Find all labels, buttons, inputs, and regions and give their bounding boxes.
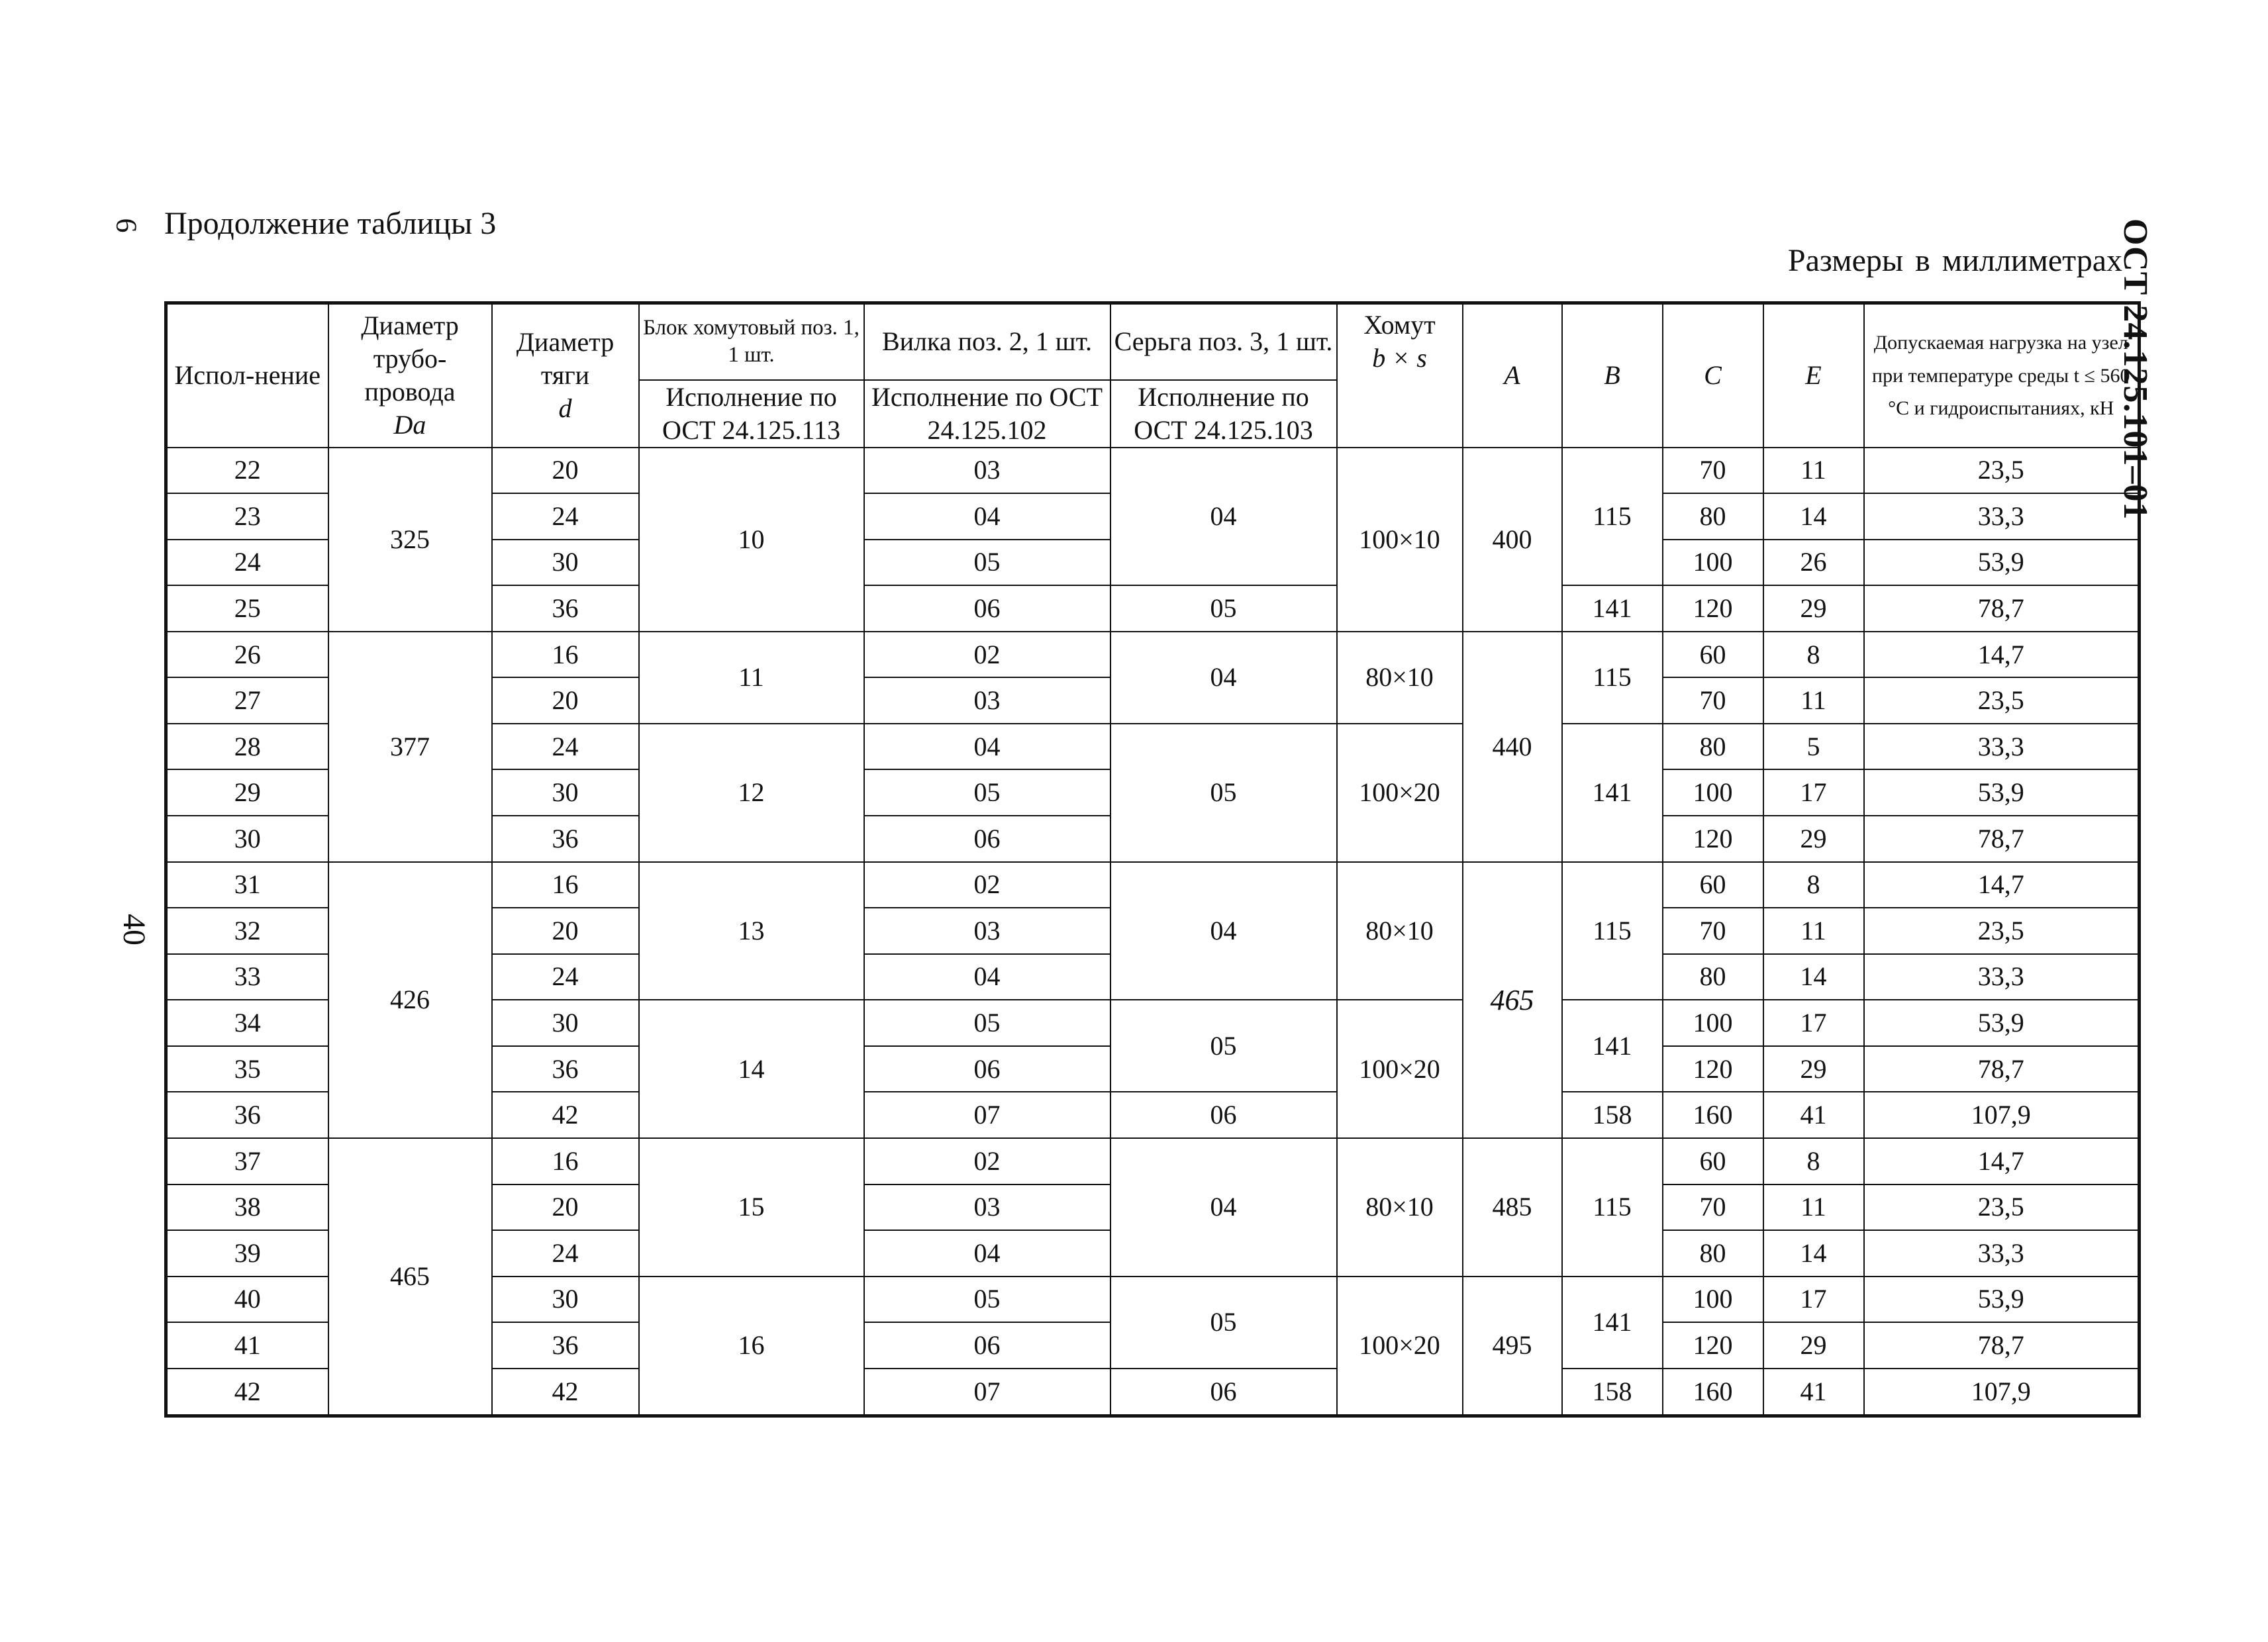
cell-rod-diameter: 20 (492, 677, 639, 724)
cell-earring: 05 (1110, 585, 1337, 632)
header-earring: Серьга поз. 3, 1 шт. (1110, 303, 1337, 380)
cell-rod-diameter: 36 (492, 1046, 639, 1092)
cell-rod-diameter: 16 (492, 1138, 639, 1184)
cell-C: 120 (1663, 816, 1763, 862)
cell-pipe-diameter: 377 (328, 632, 492, 862)
cell-load: 33,3 (1864, 493, 2140, 540)
cell-C: 80 (1663, 1230, 1763, 1277)
header-E: E (1763, 303, 1864, 448)
cell-clamp-size: 80×10 (1337, 1138, 1463, 1277)
cell-B: 158 (1562, 1092, 1663, 1138)
cell-rod-diameter: 42 (492, 1092, 639, 1138)
cell-isp: 23 (166, 493, 328, 540)
cell-fork: 04 (864, 954, 1110, 1000)
cell-C: 60 (1663, 862, 1763, 908)
units-note: Размеры в миллиметрах (1787, 243, 2122, 278)
cell-B: 141 (1562, 724, 1663, 862)
cell-load: 14,7 (1864, 1138, 2140, 1184)
cell-fork: 06 (864, 1046, 1110, 1092)
cell-E: 14 (1763, 493, 1864, 540)
cell-load: 53,9 (1864, 1000, 2140, 1046)
cell-fork: 03 (864, 908, 1110, 954)
cell-A-handwritten: 465 (1463, 862, 1562, 1138)
cell-rod-diameter: 24 (492, 954, 639, 1000)
cell-E: 29 (1763, 1046, 1864, 1092)
cell-isp: 36 (166, 1092, 328, 1138)
header-allowable-load: Допускаемая нагрузка на узел при температуре среды t ≤ 560 °C и гидроиспытаниях, кН (1864, 303, 2140, 448)
cell-fork: 03 (864, 677, 1110, 724)
cell-clamp-block: 13 (639, 862, 864, 1000)
cell-isp: 28 (166, 724, 328, 770)
cell-C: 70 (1663, 677, 1763, 724)
cell-fork: 07 (864, 1369, 1110, 1416)
cell-E: 29 (1763, 585, 1864, 632)
side-page-number: 40 (117, 914, 152, 945)
cell-clamp-block: 14 (639, 1000, 864, 1138)
cell-C: 160 (1663, 1092, 1763, 1138)
cell-clamp-block: 16 (639, 1277, 864, 1416)
cell-load: 33,3 (1864, 724, 2140, 770)
cell-isp: 38 (166, 1184, 328, 1231)
header-fork: Вилка поз. 2, 1 шт. (864, 303, 1110, 380)
header-rod-diameter: Диаметр тяги d (492, 303, 639, 448)
cell-C: 160 (1663, 1369, 1763, 1416)
cell-B: 158 (1562, 1369, 1663, 1416)
cell-clamp-block: 15 (639, 1138, 864, 1277)
cell-E: 41 (1763, 1092, 1864, 1138)
cell-E: 26 (1763, 540, 1864, 586)
cell-C: 70 (1663, 908, 1763, 954)
cell-fork: 02 (864, 862, 1110, 908)
cell-load: 53,9 (1864, 540, 2140, 586)
cell-A: 485 (1463, 1138, 1562, 1277)
cell-earring: 04 (1110, 632, 1337, 724)
cell-rod-diameter: 30 (492, 769, 639, 816)
cell-E: 11 (1763, 448, 1864, 494)
cell-fork: 03 (864, 448, 1110, 494)
cell-E: 11 (1763, 908, 1864, 954)
cell-C: 100 (1663, 1000, 1763, 1046)
cell-isp: 33 (166, 954, 328, 1000)
cell-rod-diameter: 36 (492, 585, 639, 632)
cell-B: 141 (1562, 1000, 1663, 1092)
cell-load: 33,3 (1864, 1230, 2140, 1277)
cell-rod-diameter: 36 (492, 816, 639, 862)
header-earring-standard: Исполнение по ОСТ 24.125.103 (1110, 380, 1337, 448)
cell-clamp-size: 100×20 (1337, 1000, 1463, 1138)
cell-A: 495 (1463, 1277, 1562, 1416)
cell-E: 14 (1763, 1230, 1864, 1277)
cell-isp: 25 (166, 585, 328, 632)
cell-E: 8 (1763, 862, 1864, 908)
cell-C: 80 (1663, 724, 1763, 770)
cell-clamp-size: 100×20 (1337, 1277, 1463, 1416)
cell-A: 440 (1463, 632, 1562, 862)
cell-E: 5 (1763, 724, 1864, 770)
cell-rod-diameter: 24 (492, 493, 639, 540)
cell-E: 14 (1763, 954, 1864, 1000)
cell-fork: 05 (864, 540, 1110, 586)
cell-B: 141 (1562, 585, 1663, 632)
cell-isp: 35 (166, 1046, 328, 1092)
cell-E: 17 (1763, 1277, 1864, 1323)
cell-C: 120 (1663, 585, 1763, 632)
cell-earring: 04 (1110, 448, 1337, 586)
cell-isp: 37 (166, 1138, 328, 1184)
cell-E: 8 (1763, 632, 1864, 678)
cell-C: 70 (1663, 1184, 1763, 1231)
header-clamp: Хомут b × s (1337, 303, 1463, 448)
cell-load: 53,9 (1864, 769, 2140, 816)
cell-isp: 31 (166, 862, 328, 908)
cell-B: 141 (1562, 1277, 1663, 1369)
cell-rod-diameter: 20 (492, 1184, 639, 1231)
cell-B: 115 (1562, 448, 1663, 586)
cell-earring: 05 (1110, 724, 1337, 862)
cell-clamp-size: 100×10 (1337, 448, 1463, 632)
cell-isp: 32 (166, 908, 328, 954)
header-clamp-block-standard: Исполнение по ОСТ 24.125.113 (639, 380, 864, 448)
cell-isp: 42 (166, 1369, 328, 1416)
cell-rod-diameter: 30 (492, 1277, 639, 1323)
header-ispolnenie: Испол-нение (166, 303, 328, 448)
cell-C: 60 (1663, 1138, 1763, 1184)
cell-earring: 05 (1110, 1277, 1337, 1369)
cell-load: 14,7 (1864, 862, 2140, 908)
cell-C: 120 (1663, 1046, 1763, 1092)
cell-isp: 22 (166, 448, 328, 494)
cell-fork: 04 (864, 493, 1110, 540)
cell-earring: 05 (1110, 1000, 1337, 1092)
cell-load: 14,7 (1864, 632, 2140, 678)
cell-rod-diameter: 36 (492, 1322, 639, 1369)
cell-rod-diameter: 30 (492, 540, 639, 586)
cell-fork: 04 (864, 724, 1110, 770)
cell-earring: 06 (1110, 1369, 1337, 1416)
cell-C: 60 (1663, 632, 1763, 678)
header-B: B (1562, 303, 1663, 448)
cell-C: 70 (1663, 448, 1763, 494)
cell-C: 120 (1663, 1322, 1763, 1369)
cell-E: 11 (1763, 677, 1864, 724)
cell-C: 100 (1663, 540, 1763, 586)
cell-isp: 39 (166, 1230, 328, 1277)
cell-A: 400 (1463, 448, 1562, 632)
cell-B: 115 (1562, 1138, 1663, 1277)
cell-rod-diameter: 16 (492, 862, 639, 908)
cell-fork: 02 (864, 1138, 1110, 1184)
cell-pipe-diameter: 325 (328, 448, 492, 632)
cell-E: 29 (1763, 816, 1864, 862)
cell-C: 80 (1663, 493, 1763, 540)
header-pipe-diameter: Диаметр трубо-провода Da (328, 303, 492, 448)
cell-E: 8 (1763, 1138, 1864, 1184)
cell-isp: 24 (166, 540, 328, 586)
cell-B: 115 (1562, 862, 1663, 1000)
cell-isp: 27 (166, 677, 328, 724)
cell-pipe-diameter: 465 (328, 1138, 492, 1416)
cell-fork: 04 (864, 1230, 1110, 1277)
cell-rod-diameter: 24 (492, 724, 639, 770)
cell-load: 23,5 (1864, 1184, 2140, 1231)
cell-earring: 04 (1110, 1138, 1337, 1277)
cell-load: 23,5 (1864, 908, 2140, 954)
cell-load: 33,3 (1864, 954, 2140, 1000)
cell-load: 23,5 (1864, 448, 2140, 494)
table-caption: Продолжение таблицы 3 (164, 206, 497, 241)
cell-fork: 06 (864, 816, 1110, 862)
cell-load: 107,9 (1864, 1092, 2140, 1138)
cell-E: 29 (1763, 1322, 1864, 1369)
cell-E: 41 (1763, 1369, 1864, 1416)
cell-B: 115 (1562, 632, 1663, 724)
cell-fork: 02 (864, 632, 1110, 678)
cell-E: 17 (1763, 769, 1864, 816)
cell-isp: 29 (166, 769, 328, 816)
cell-C: 100 (1663, 769, 1763, 816)
cell-rod-diameter: 20 (492, 448, 639, 494)
cell-fork: 06 (864, 585, 1110, 632)
cell-load: 78,7 (1864, 1322, 2140, 1369)
header-C: C (1663, 303, 1763, 448)
cell-E: 17 (1763, 1000, 1864, 1046)
cell-load: 78,7 (1864, 1046, 2140, 1092)
cell-load: 53,9 (1864, 1277, 2140, 1323)
spec-table (164, 301, 2141, 1418)
cell-isp: 34 (166, 1000, 328, 1046)
cell-fork: 07 (864, 1092, 1110, 1138)
cell-E: 11 (1763, 1184, 1864, 1231)
cell-rod-diameter: 20 (492, 908, 639, 954)
corner-page-number: 6 (110, 218, 143, 233)
cell-clamp-size: 80×10 (1337, 862, 1463, 1000)
cell-pipe-diameter: 426 (328, 862, 492, 1138)
cell-isp: 30 (166, 816, 328, 862)
cell-clamp-size: 80×10 (1337, 632, 1463, 724)
header-clamp-block: Блок хомутовый поз. 1, 1 шт. (639, 303, 864, 380)
cell-earring: 06 (1110, 1092, 1337, 1138)
cell-isp: 40 (166, 1277, 328, 1323)
header-fork-standard: Исполнение по ОСТ 24.125.102 (864, 380, 1110, 448)
cell-C: 80 (1663, 954, 1763, 1000)
cell-C: 100 (1663, 1277, 1763, 1323)
cell-load: 78,7 (1864, 585, 2140, 632)
document-code: ОСТ 24.125.101–01 (2116, 218, 2154, 520)
cell-rod-diameter: 24 (492, 1230, 639, 1277)
cell-rod-diameter: 42 (492, 1369, 639, 1416)
cell-fork: 03 (864, 1184, 1110, 1231)
cell-fork: 06 (864, 1322, 1110, 1369)
cell-clamp-block: 12 (639, 724, 864, 862)
cell-rod-diameter: 16 (492, 632, 639, 678)
cell-fork: 05 (864, 769, 1110, 816)
cell-rod-diameter: 30 (492, 1000, 639, 1046)
cell-load: 78,7 (1864, 816, 2140, 862)
cell-clamp-block: 10 (639, 448, 864, 632)
cell-load: 23,5 (1864, 677, 2140, 724)
cell-load: 107,9 (1864, 1369, 2140, 1416)
cell-fork: 05 (864, 1000, 1110, 1046)
cell-fork: 05 (864, 1277, 1110, 1323)
cell-clamp-block: 11 (639, 632, 864, 724)
cell-clamp-size: 100×20 (1337, 724, 1463, 862)
header-A: A (1463, 303, 1562, 448)
cell-isp: 26 (166, 632, 328, 678)
cell-earring: 04 (1110, 862, 1337, 1000)
cell-isp: 41 (166, 1322, 328, 1369)
